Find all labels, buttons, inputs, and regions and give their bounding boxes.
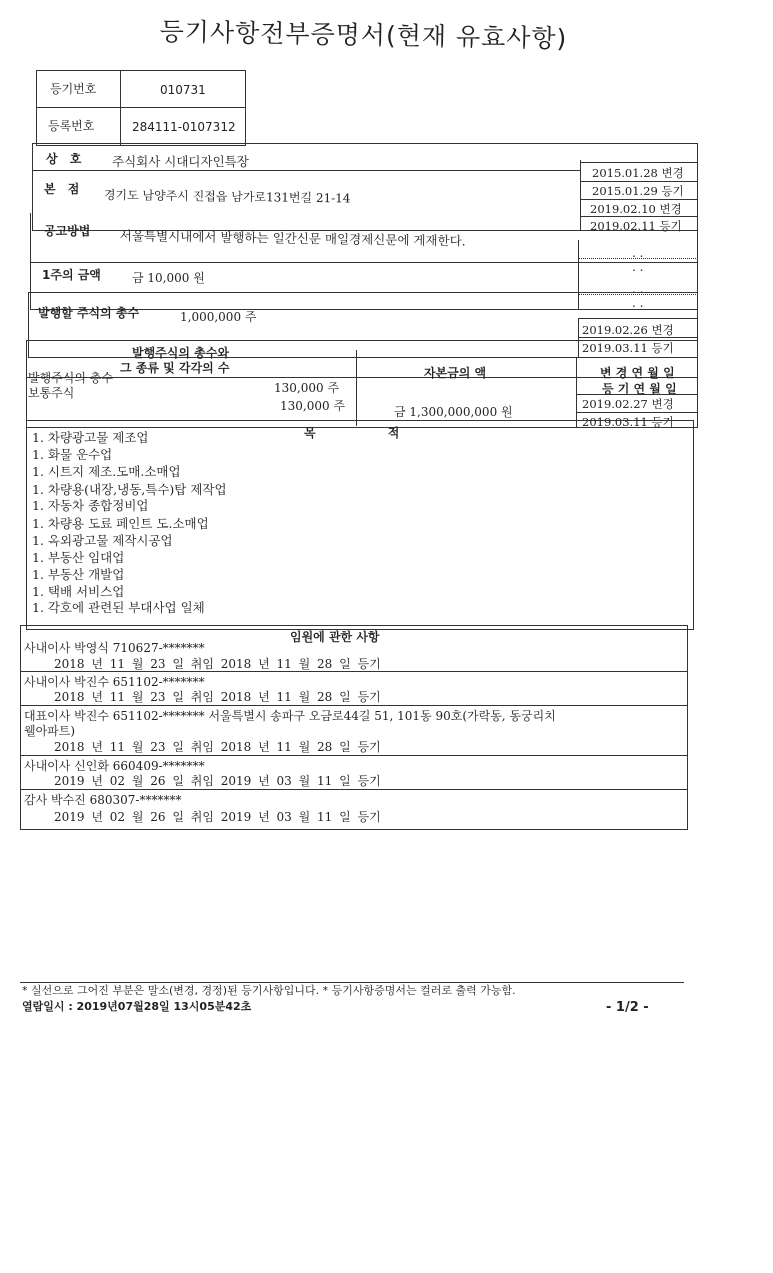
purpose-item: 1. 옥외광고물 제작시공업 <box>32 533 173 548</box>
capital-header: 자본금의 액 <box>424 366 487 380</box>
purpose-header: 목 적 <box>304 426 400 440</box>
purpose-item: 1. 부동산 개발업 <box>32 567 125 582</box>
purpose-item: 1. 자동차 종합정비업 <box>32 498 149 513</box>
footer-note: * 실선으로 그어진 부분은 말소(변경, 경정)된 등기사항입니다. * 등기사항증명서는 컬러로 출력 가능함. <box>22 984 516 997</box>
officer-date-line: 2018 년 11 월 23 일 취임 2018 년 11 월 28 일 등기 <box>54 690 381 704</box>
purpose-item: 1. 각호에 관련된 부대사업 일체 <box>32 600 205 615</box>
company-address: 경기도 남양주시 진접읍 남가로131번길 21-14 <box>103 187 351 206</box>
company-name-label: 상 호 <box>46 152 86 166</box>
authorized-label: 발행할 주식의 총수 <box>38 306 140 320</box>
officer-date-line: 2019 년 02 월 26 일 취임 2019 년 03 월 11 일 등기 <box>54 774 381 788</box>
authorized-history-2: 2019.03.11 등기 <box>582 341 674 355</box>
entry-no-value: 284111-0107312 <box>132 120 236 134</box>
officer-line: 사내이사 박영식 710627-******* <box>24 641 205 655</box>
officer-line: 사내이사 박진수 651102-******* <box>24 675 205 689</box>
company-history-4: 2019.02.11 등기 <box>590 219 682 233</box>
purpose-item: 1. 화물 운수업 <box>32 447 113 462</box>
notice-mark-1: . . <box>632 246 644 260</box>
company-name: 주식회사 시대디자인특장 <box>112 154 249 169</box>
company-address-label: 본 점 <box>44 182 84 196</box>
officer-date-line: 2018 년 11 월 23 일 취임 2018 년 11 월 28 일 등기 <box>54 740 381 754</box>
share-price-value: 금 10,000 원 <box>132 271 205 285</box>
company-history-2: 2015.01.29 등기 <box>592 184 684 198</box>
notice-mark-2: . . <box>632 260 644 274</box>
purpose-item: 1. 택배 서비스업 <box>32 584 125 599</box>
company-history-1: 2015.01.28 변경 <box>592 166 684 180</box>
officer-line: 대표이사 박진수 651102-******* 서울특별시 송파구 오금로44길 51, 101동 90호(가락동, 동궁리치 <box>24 709 556 723</box>
reg-no-value: 010731 <box>160 83 206 97</box>
purpose-item: 1. 차량용(내장,냉동,특수)탑 제작업 <box>32 482 227 497</box>
reg-no-label: 등기번호 <box>50 82 97 96</box>
purpose-item: 1. 차량광고물 제조업 <box>32 430 149 445</box>
page-number: - 1/2 - <box>606 1000 649 1015</box>
issued-total-label: 발행주식의 총수 <box>28 371 113 385</box>
issued-total-value: 130,000 주 <box>274 381 340 395</box>
officer-date-line: 2019 년 02 월 26 일 취임 2019 년 03 월 11 일 등기 <box>54 810 381 824</box>
share-price-label: 1주의 금액 <box>42 268 101 282</box>
issued-header-2: 그 종류 및 각각의 수 <box>120 361 230 375</box>
purpose-item: 1. 부동산 임대업 <box>32 550 125 565</box>
officer-line-cont: 웰아파트) <box>24 724 76 738</box>
issued-history-1: 2019.02.27 변경 <box>582 397 674 411</box>
authorized-value: 1,000,000 주 <box>180 310 257 324</box>
view-datetime: 열람일시 : 2019년07월28일 13시05분42초 <box>22 1000 252 1013</box>
company-history-3: 2019.02.10 변경 <box>590 202 682 216</box>
issued-common-label: 보통주식 <box>28 386 75 400</box>
authorized-history-1: 2019.02.26 변경 <box>582 323 674 337</box>
change-date-header: 변 경 연 월 일 <box>600 366 675 380</box>
issued-common-value: 130,000 주 <box>280 399 346 413</box>
purpose-item: 1. 차량용 도료 페인트 도.소매업 <box>32 516 209 531</box>
issued-header-1: 발행주식의 총수와 <box>132 346 229 360</box>
officers-header: 임원에 관한 사항 <box>290 630 380 644</box>
notice-label: 공고방법 <box>44 224 91 238</box>
notice-text: 서울특별시내에서 발행하는 일간신문 매일경제신문에 게재한다. <box>119 227 466 249</box>
issued-history-2: 2019.03.11 등기 <box>582 415 674 429</box>
share-price-mark-1: . . <box>632 282 644 296</box>
document-title: 등기사항전부증명서(현재 유효사항) <box>159 16 568 54</box>
officer-line: 사내이사 신인화 660409-******* <box>24 759 205 773</box>
capital-value: 금 1,300,000,000 원 <box>394 405 513 419</box>
purpose-item: 1. 시트지 제조.도매.소매업 <box>32 464 181 479</box>
officer-date-line: 2018 년 11 월 23 일 취임 2018 년 11 월 28 일 등기 <box>54 657 381 671</box>
share-price-mark-2: . . <box>632 296 644 310</box>
officer-line: 감사 박수진 680307-******* <box>24 793 182 807</box>
reg-date-header: 등 기 연 월 일 <box>602 382 677 396</box>
entry-no-label: 등록번호 <box>48 119 95 133</box>
